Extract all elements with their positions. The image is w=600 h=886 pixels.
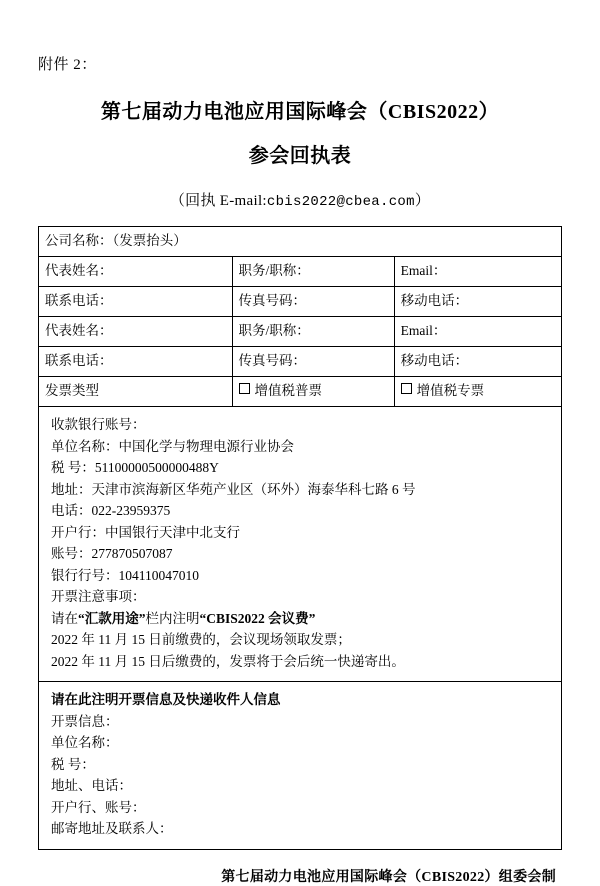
document-footer: 第七届动力电池应用国际峰会（CBIS2022）组委会制 [221,869,556,885]
table-row [39,317,562,347]
bank-info-cell [39,407,562,682]
table-row [39,407,562,682]
rep1-title-field[interactable]: 职务/职称： [232,257,394,287]
rep1-name-field[interactable]: 代表姓名： [39,257,233,287]
bank-phone: 电话：022-23959375 [51,503,171,518]
bank-tax-no: 税 号：51100000500000488Y [51,460,219,475]
table-row [39,227,562,257]
table-row [39,287,562,317]
title-line-1: 第七届动力电池应用国际峰会（CBIS2022） [100,101,500,123]
invoice-info-lines [45,686,555,844]
rep1-mobile-field[interactable]: 移动电话： [394,287,561,317]
invoice-type-label: 发票类型 [39,377,233,407]
rep2-email-field[interactable]: Email： [394,317,561,347]
invoice-bank-account-field[interactable]: 开户行、账号： [51,799,146,815]
invoice-info-subheading: 开票信息： [51,713,119,729]
rep2-phone-field[interactable]: 联系电话： [39,347,233,377]
rep1-phone-field[interactable]: 联系电话： [39,287,233,317]
registration-form-table [38,226,562,850]
invoice-notice-line-3: 2022 年 11 月 15 日后缴费的，发票将于会后统一快递寄出。 [51,653,405,669]
notice-prefix: 请在 [51,610,78,626]
table-row [39,257,562,287]
bank-account: 账号：277870507087 [51,546,173,561]
invoice-info-heading: 请在此注明开票信息及快递收件人信息 [51,692,281,707]
notice-quote-purpose: “汇款用途” [78,610,146,626]
invoice-notice-line-2: 2022 年 11 月 15 日前缴费的，会议现场领取发票； [51,632,351,647]
bank-info-lines [45,411,555,676]
title-line-2: 参会回执表 [248,145,352,167]
attachment-label: 附件 2： [38,57,97,73]
invoice-type-special-label: 增值税专票 [416,383,485,398]
invoice-notice-heading: 开票注意事项： [51,589,146,604]
table-row [39,682,562,850]
invoice-type-special-option[interactable] [394,377,561,407]
page-title [38,97,562,171]
email-address[interactable]: cbis2022@cbea.com [266,194,415,210]
email-prefix: （回执 E-mail: [169,193,267,209]
email-suffix: ） [414,193,431,209]
bank-code: 银行行号：104110047010 [51,567,199,583]
notice-mid: 栏内注明 [145,610,200,626]
checkbox-icon[interactable] [239,383,250,394]
checkbox-icon[interactable] [401,383,412,394]
rep2-name-field[interactable]: 代表姓名： [39,317,233,347]
bank-branch: 开户行：中国银行天津中北支行 [51,524,240,540]
rep2-mobile-field[interactable]: 移动电话： [394,347,561,377]
rep2-title-field[interactable]: 职务/职称： [232,317,394,347]
rep2-fax-field[interactable]: 传真号码： [232,347,394,377]
rep1-email-field[interactable]: Email： [394,257,561,287]
invoice-unit-name-field[interactable]: 单位名称： [51,735,119,750]
bank-unit-name: 单位名称：中国化学与物理电源行业协会 [51,438,294,454]
invoice-notice-line-1 [51,608,549,630]
notice-quote-fee: “CBIS2022 会议费” [199,610,316,626]
table-row [39,347,562,377]
bank-address: 地址：天津市滨海新区华苑产业区（环外）海泰华科七路 6 号 [51,481,416,497]
invoice-info-cell [39,682,562,850]
receipt-email-line [38,189,562,210]
rep1-fax-field[interactable]: 传真号码： [232,287,394,317]
invoice-tax-no-field[interactable]: 税 号： [51,756,95,772]
company-name-field[interactable]: 公司名称：（发票抬头） [39,227,562,257]
invoice-type-general-option[interactable] [232,377,394,407]
invoice-address-phone-field[interactable]: 地址、电话： [51,778,132,793]
table-row [39,377,562,407]
invoice-mail-contact-field[interactable]: 邮寄地址及联系人： [51,821,173,836]
invoice-type-general-label: 增值税普票 [254,383,322,398]
bank-heading: 收款银行账号： [51,417,146,432]
